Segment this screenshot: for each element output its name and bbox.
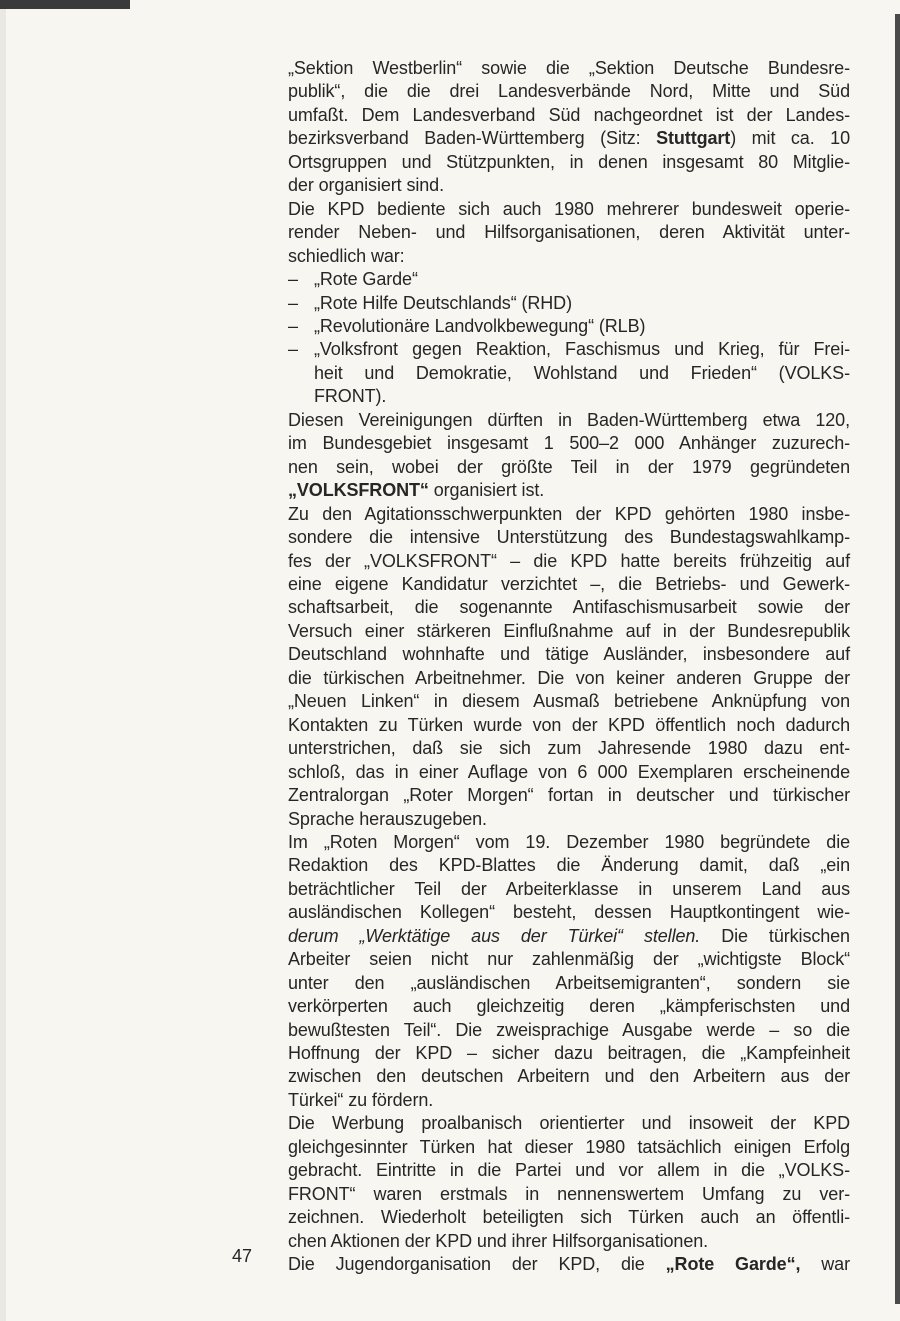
list-dash: –	[288, 269, 298, 290]
list-dash: –	[288, 339, 298, 360]
list-item-text: heit und Demokratie, Wohlstand und Frieden“ (VOLKS-	[314, 362, 850, 383]
text-line: chen Aktionen der KPD und ihrer Hilfsorganisationen.	[288, 1230, 709, 1251]
text-line: Kontakten zu Türken wurde von der KPD öffentlich noch dadurch	[288, 714, 850, 735]
text-line	[288, 127, 850, 150]
text-segment: Die türkischen	[700, 925, 850, 946]
list-item-text: „Revolutionäre Landvolkbewegung“ (RLB)	[314, 315, 646, 336]
list-item-text: „Rote Garde“	[314, 269, 418, 290]
text-line: sondere die intensive Unterstützung des Bundestagswahlkamp-	[288, 527, 850, 548]
list-item	[288, 268, 850, 291]
text-line: umfaßt. Dem Landesverband Süd nachgeordnet ist der Landes-	[288, 104, 850, 125]
text-line	[288, 925, 850, 948]
italic-quote: derum „Werktätige aus der Türkei“ stellen.	[288, 925, 701, 946]
list-item-text: FRONT).	[314, 386, 387, 407]
text-line: zwischen den deutschen Arbeitern und den Arbeitern aus der	[288, 1066, 850, 1087]
text-line: Zentralorgan „Roter Morgen“ fortan in deutscher und türkischer	[288, 785, 850, 806]
text-line: eine eigene Kandidatur verzichtet –, die Betriebs- und Gewerk-	[288, 573, 850, 594]
text-line: der organisiert sind.	[288, 175, 444, 196]
text-line: ausländischen Kollegen“ besteht, dessen Hauptkontingent wie-	[288, 902, 850, 923]
bold-organisation-name: „VOLKSFRONT“	[288, 480, 429, 501]
text-line: schaftsarbeit, die sogenannte Antifaschismusarbeit sowie der	[288, 597, 850, 618]
scan-left-shade	[0, 9, 6, 1321]
text-line: Arbeiter seien nicht nur zahlenmäßig der „wichtigste Block“	[288, 949, 850, 970]
text-column	[288, 57, 850, 1277]
text-line: Hoffnung der KPD – sicher dazu beitragen, die „Kampfeinheit	[288, 1043, 850, 1064]
paragraph-agitationsschwerpunkte	[288, 503, 850, 831]
text-line: unterstrichen, daß sie sich zum Jahresende 1980 dazu ent-	[288, 738, 850, 759]
list-dash: –	[288, 292, 298, 313]
text-line: unter den „ausländischen Arbeitsemigranten“, sondern sie	[288, 972, 850, 993]
text-line: die türkischen Arbeitnehmer. Die von keiner anderen Gruppe der	[288, 667, 850, 688]
text-line: fes der „VOLKSFRONT“ – die KPD hatte bereits frühzeitig auf	[288, 550, 850, 571]
list-item	[288, 292, 850, 315]
text-segment: Die Jugendorganisation der KPD, die	[288, 1254, 666, 1275]
text-line: Redaktion des KPD-Blattes die Änderung damit, daß „ein	[288, 855, 850, 876]
paragraph-anhaenger	[288, 409, 850, 503]
text-line: nen sein, wobei der größte Teil in der 1979 gegründeten	[288, 456, 850, 477]
paragraph-jugendorganisation	[288, 1253, 850, 1276]
text-line	[288, 479, 850, 502]
bold-place-name: Stuttgart	[656, 128, 731, 149]
list-dash: –	[288, 315, 298, 336]
text-segment: war	[800, 1254, 850, 1275]
scan-top-edge	[0, 0, 130, 9]
paragraph-sektionen	[288, 57, 850, 198]
text-line: publik“, die die drei Landesverbände Nord, Mitte und Süd	[288, 81, 850, 102]
paragraph-werbung	[288, 1112, 850, 1253]
text-line: „Neuen Linken“ in diesem Ausmaß betriebene Anknüpfung von	[288, 691, 850, 712]
list-item	[288, 315, 850, 338]
organisation-list	[288, 268, 850, 409]
text-line: verkörperten auch gleichzeitig deren „kämpferischsten und	[288, 996, 850, 1017]
text-line: Im „Roten Morgen“ vom 19. Dezember 1980 begründete die	[288, 831, 850, 852]
list-item	[288, 338, 850, 408]
text-line: Zu den Agitationsschwerpunkten der KPD gehörten 1980 insbe-	[288, 503, 850, 524]
text-line: Diesen Vereinigungen dürften in Baden-Württemberg etwa 120,	[288, 409, 850, 430]
paragraph-roter-morgen	[288, 831, 850, 1112]
text-segment: organisiert ist.	[428, 480, 545, 501]
text-segment: bezirksverband Baden-Württemberg (Sitz:	[288, 128, 657, 149]
paragraph-nebenorganisationen	[288, 198, 850, 268]
text-line: Deutschland wohnhafte und tätige Ausländer, insbesondere auf	[288, 644, 850, 665]
text-line: „Sektion Westberlin“ sowie die „Sektion Deutsche Bundesre-	[288, 58, 850, 78]
text-line: zeichnen. Wiederholt beteiligten sich Türken auch an öffentli-	[288, 1207, 850, 1228]
text-line: im Bundesgebiet insgesamt 1 500–2 000 Anhänger zuzurech-	[288, 433, 850, 454]
text-line: Türkei“ zu fördern.	[288, 1089, 434, 1110]
page-number: 47	[232, 1246, 253, 1266]
text-line: schloß, das in einer Auflage von 6 000 Exemplaren erscheinende	[288, 761, 850, 782]
list-item-text: „Rote Hilfe Deutschlands“ (RHD)	[314, 292, 572, 313]
text-segment: ) mit ca. 10	[730, 128, 850, 149]
text-line: Versuch einer stärkeren Einflußnahme auf in der Bundesrepublik	[288, 620, 850, 641]
text-line: bewußtesten Teil“. Die zweisprachige Ausgabe werde – so die	[288, 1019, 850, 1040]
text-line: beträchtlicher Teil der Arbeiterklasse in unserem Land aus	[288, 878, 850, 899]
text-line	[288, 1253, 850, 1276]
text-line: render Neben- und Hilfsorganisationen, deren Aktivität unter-	[288, 222, 850, 243]
scan-right-edge	[895, 14, 900, 1304]
text-line: Ortsgruppen und Stützpunkten, in denen insgesamt 80 Mitglie-	[288, 151, 850, 172]
text-line: Sprache herauszugeben.	[288, 808, 487, 829]
text-line: schiedlich war:	[288, 245, 405, 266]
text-line: gleichgesinnter Türken hat dieser 1980 tatsächlich einigen Erfolg	[288, 1136, 850, 1157]
list-item-text: „Volksfront gegen Reaktion, Faschismus und Krieg, für Frei-	[314, 339, 850, 360]
text-line: gebracht. Eintritte in die Partei und vor allem in die „VOLKS-	[288, 1160, 850, 1181]
text-line: Die KPD bediente sich auch 1980 mehrerer bundesweit operie-	[288, 198, 850, 219]
text-line: Die Werbung proalbanisch orientierter und insoweit der KPD	[288, 1113, 850, 1134]
text-line: FRONT“ waren erstmals in nennenswertem Umfang zu ver-	[288, 1183, 850, 1204]
bold-organisation-name: „Rote Garde“,	[665, 1254, 801, 1275]
